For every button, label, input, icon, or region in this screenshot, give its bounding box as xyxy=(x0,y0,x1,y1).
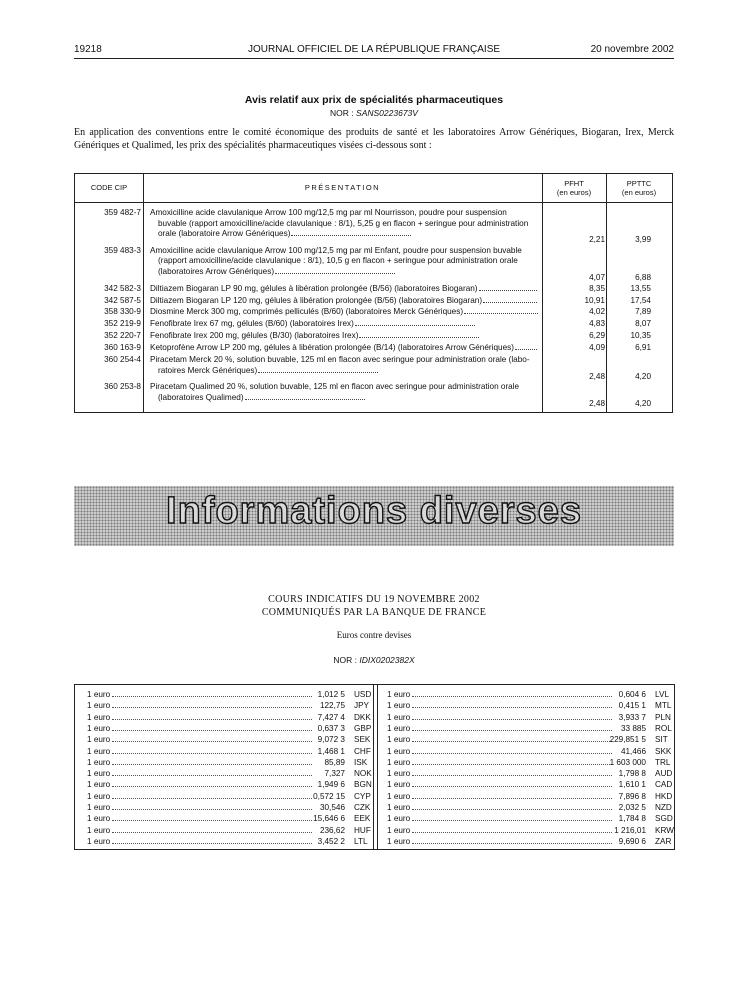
currency-code: TRL xyxy=(655,757,671,767)
leader-dots xyxy=(412,741,612,742)
cip-code: 352 220-7 xyxy=(104,331,141,341)
exchange-rate-row xyxy=(87,803,384,814)
presentation-line: Diltiazem Biogaran LP 90 mg, gélules à libération prolongée (B/56) (laboratoires Biogaran) xyxy=(150,283,478,293)
currency-code: JPY xyxy=(354,701,370,711)
cip-code: 352 219-9 xyxy=(104,319,141,329)
presentation-text xyxy=(150,296,538,307)
presentation-line: ratoires Merck Génériques) xyxy=(158,365,258,375)
rate-value: 7,896 8 xyxy=(618,791,646,801)
exchange-rate-row xyxy=(387,735,685,746)
currency-code: HKD xyxy=(655,791,673,801)
pfht-value: 10,91 xyxy=(584,295,605,305)
unit-label: 1 euro xyxy=(387,690,411,699)
exchange-rate-row xyxy=(87,747,384,758)
exchange-rate-row xyxy=(87,713,384,724)
presentation-text xyxy=(150,319,538,330)
presentation-line: Diosmine Merck 300 mg, comprimés pelliculés (B/60) (laboratoires Merck Génériques) xyxy=(150,307,464,317)
presentation-line: Fenofibrate Irex 67 mg, gélules (B/60) (laboratoires Irex) xyxy=(150,319,354,329)
rate-value: 1 603 000 xyxy=(609,757,646,767)
leader-dots xyxy=(412,798,612,799)
cours-title-line-2: COMMUNIQUÉS PAR LA BANQUE DE FRANCE xyxy=(261,607,487,618)
unit-label: 1 euro xyxy=(387,791,411,801)
unit-label: 1 euro xyxy=(387,814,411,824)
rate-value: 0,572 15 xyxy=(313,791,345,801)
header-presentation: PRÉSENTATION xyxy=(304,183,381,192)
currency-code: SEK xyxy=(354,735,371,745)
column-divider xyxy=(143,174,144,412)
currency-code: USD xyxy=(354,690,372,699)
exchange-rate-row xyxy=(387,826,685,837)
header-rule xyxy=(74,58,674,59)
leader-dots xyxy=(245,393,365,400)
presentation-line: Piracetam Merck 20 %, solution buvable, 125 ml en flacon avec seringue pour administration orale (labo- xyxy=(150,355,530,364)
pfht-value: 4,07 xyxy=(589,272,605,282)
presentation-text xyxy=(150,246,538,278)
currency-code: ROL xyxy=(655,723,672,733)
unit-label: 1 euro xyxy=(87,746,111,756)
leader-dots xyxy=(412,786,612,787)
leader-dots xyxy=(412,820,612,821)
currency-code: AUD xyxy=(655,769,673,779)
pfht-value: 4,83 xyxy=(589,319,605,329)
exchange-rate-row xyxy=(387,792,685,803)
unit-label: 1 euro xyxy=(87,803,111,812)
exchange-rate-row xyxy=(87,758,384,769)
rate-value: 7,427 4 xyxy=(317,712,345,722)
pfht-value: 2,48 xyxy=(589,371,605,381)
presentation-text xyxy=(150,343,538,354)
rate-value: 0,604 6 xyxy=(618,690,646,699)
rate-value: 1,610 1 xyxy=(618,780,646,790)
rate-value: 30,546 xyxy=(319,803,345,812)
exchange-rate-row xyxy=(87,735,384,746)
leader-dots xyxy=(112,775,312,776)
page-number: 19218 xyxy=(74,44,102,55)
leader-dots xyxy=(412,753,612,754)
cip-code: 359 482-7 xyxy=(104,208,141,217)
presentation-line: Fenofibrate Irex 200 mg, gélules (B/30) (laboratoires Irex) xyxy=(150,331,359,341)
currency-code: SKK xyxy=(655,746,672,756)
leader-dots xyxy=(112,764,312,765)
currency-code: NZD xyxy=(655,803,672,812)
unit-label: 1 euro xyxy=(87,723,111,733)
unit-label: 1 euro xyxy=(387,757,411,767)
ppttc-value: 17,54 xyxy=(630,295,651,305)
rate-value: 41,466 xyxy=(620,746,646,756)
leader-dots xyxy=(412,764,612,765)
presentation-line: Amoxicilline acide clavulanique Arrow 100 mg/12,5 mg par ml Nourrisson, poudre pour suspension xyxy=(150,208,507,217)
unit-label: 1 euro xyxy=(387,735,411,745)
currency-code: DKK xyxy=(354,712,371,722)
rate-value: 229,851 5 xyxy=(609,735,646,745)
exchange-rate-row xyxy=(87,837,384,848)
exchange-rate-row xyxy=(387,814,685,825)
leader-dots xyxy=(412,775,612,776)
header-pfht xyxy=(542,179,606,197)
exchange-rate-row xyxy=(87,826,384,837)
avis-nor-label: NOR : xyxy=(330,108,354,118)
currency-code: GBP xyxy=(354,723,372,733)
currency-code: LTL xyxy=(354,836,368,846)
header-code-cip: CODE CIP xyxy=(90,183,128,192)
unit-label: 1 euro xyxy=(87,690,111,699)
currency-code: NOK xyxy=(354,769,372,779)
presentation-text xyxy=(150,284,538,295)
unit-label: 1 euro xyxy=(387,769,411,779)
section-banner xyxy=(74,486,674,546)
journal-title: JOURNAL OFFICIEL DE LA RÉPUBLIQUE FRANÇAISE xyxy=(247,44,501,55)
cip-code: 342 587-5 xyxy=(104,295,141,305)
leader-dots xyxy=(112,832,312,833)
rate-value: 1 216,01 xyxy=(614,825,646,835)
exchange-rate-row xyxy=(387,724,685,735)
presentation-text xyxy=(150,355,538,376)
cip-code: 358 330-9 xyxy=(104,307,141,317)
cours-subtitle: Euros contre devises xyxy=(336,630,412,640)
rate-value: 122,75 xyxy=(319,701,345,711)
presentation-text xyxy=(150,331,538,342)
exchange-rate-row xyxy=(387,713,685,724)
leader-dots xyxy=(464,307,538,314)
leader-dots xyxy=(112,707,312,708)
leader-dots xyxy=(355,319,475,326)
unit-label: 1 euro xyxy=(387,780,411,790)
leader-dots xyxy=(479,284,538,291)
rate-value: 33 885 xyxy=(620,723,646,733)
rate-value: 1,012 5 xyxy=(317,690,345,699)
leader-dots xyxy=(412,719,612,720)
issue-date: 20 novembre 2002 xyxy=(590,44,674,55)
currency-code: PLN xyxy=(655,712,671,722)
unit-label: 1 euro xyxy=(387,803,411,812)
header-divider xyxy=(75,202,672,203)
unit-label: 1 euro xyxy=(387,701,411,711)
pfht-value: 6,29 xyxy=(589,331,605,341)
currency-code: MTL xyxy=(655,701,672,711)
presentation-line: Diltiazem Biogaran LP 120 mg, gélules à libération prolongée (B/56) (laboratoires Biogaran) xyxy=(150,295,483,305)
avis-title: Avis relatif aux prix de spécialités pharmaceutiques xyxy=(244,94,504,106)
leader-dots xyxy=(291,229,411,236)
exchange-rate-row xyxy=(387,701,685,712)
cip-code: 342 582-3 xyxy=(104,283,141,293)
ppttc-value: 4,20 xyxy=(635,398,651,408)
avis-nor-code: SANS0223673V xyxy=(356,108,418,118)
leader-dots xyxy=(112,741,312,742)
header-pfht-label: PFHT xyxy=(564,179,584,188)
ppttc-value: 6,91 xyxy=(635,343,651,353)
ppttc-value: 6,88 xyxy=(635,272,651,282)
rate-value: 1,468 1 xyxy=(317,746,345,756)
presentation-text xyxy=(150,382,538,403)
currency-code: ZAR xyxy=(655,836,672,846)
unit-label: 1 euro xyxy=(87,735,111,745)
exchange-rate-row xyxy=(387,690,685,701)
presentation-line: Piracetam Qualimed 20 %, solution buvable, 125 ml en flacon avec seringue pour administration orale xyxy=(150,382,520,392)
cip-code: 359 483-3 xyxy=(104,245,141,255)
currency-code: ISK xyxy=(354,757,368,767)
leader-dots xyxy=(412,730,612,731)
rate-value: 9,690 6 xyxy=(618,836,646,846)
leader-dots xyxy=(112,696,312,697)
leader-dots xyxy=(112,753,312,754)
exchange-rate-row xyxy=(387,758,685,769)
pfht-value: 2,48 xyxy=(589,398,605,408)
header-pfht-unit: (en euros) xyxy=(556,188,592,197)
unit-label: 1 euro xyxy=(387,825,411,835)
leader-dots xyxy=(112,730,312,731)
rate-value: 0,415 1 xyxy=(618,701,646,711)
leader-dots xyxy=(112,843,312,844)
pfht-value: 8,35 xyxy=(589,283,605,293)
exchange-rate-row xyxy=(87,792,384,803)
rate-value: 2,032 5 xyxy=(618,803,646,812)
cours-nor-label: NOR : xyxy=(333,655,357,665)
currency-code: LVL xyxy=(655,690,669,699)
rate-value: 0,637 3 xyxy=(317,723,345,733)
leader-dots xyxy=(275,267,395,274)
leader-dots xyxy=(112,798,312,799)
avis-nor xyxy=(74,108,674,118)
leader-dots xyxy=(112,809,312,810)
rate-value: 15,646 6 xyxy=(313,814,345,824)
exchange-rate-row xyxy=(387,769,685,780)
ppttc-value: 4,20 xyxy=(635,371,651,381)
presentation-line: buvable (rapport amoxicilline/acide clavulanique : 8/1), 5,25 g en flacon + seringue pour administration xyxy=(158,218,529,228)
rate-value: 3,933 7 xyxy=(618,712,646,722)
leader-dots xyxy=(412,809,612,810)
ppttc-value: 8,07 xyxy=(635,319,651,329)
currency-code: KRW xyxy=(655,825,674,835)
price-table xyxy=(74,173,673,413)
presentation-line: (rapport amoxicilline/acide clavulanique : 8/1), 10,5 g en flacon + seringue pour administration orale xyxy=(158,256,518,266)
cip-code: 360 254-4 xyxy=(104,355,141,364)
presentation-line: (laboratoires Arrow Génériques) xyxy=(158,266,275,276)
rate-value: 3,452 2 xyxy=(317,836,345,846)
currency-code: CHF xyxy=(354,746,371,756)
leader-dots xyxy=(258,366,378,373)
unit-label: 1 euro xyxy=(87,757,111,767)
leader-dots xyxy=(359,331,479,338)
ppttc-value: 10,35 xyxy=(630,331,651,341)
exchange-rate-row xyxy=(87,724,384,735)
header-ppttc-unit: (en euros) xyxy=(621,188,657,197)
exchange-rate-row xyxy=(87,769,384,780)
unit-label: 1 euro xyxy=(387,712,411,722)
presentation-line: Ketoprofène Arrow LP 200 mg, gélules à libération prolongée (B/14) (laboratoires Arrow Génériques) xyxy=(150,343,514,353)
rate-value: 85,89 xyxy=(324,757,345,767)
currency-code: EEK xyxy=(354,814,371,824)
currency-code: BGN xyxy=(354,780,372,790)
rate-value: 1,784 8 xyxy=(618,814,646,824)
leader-dots xyxy=(483,296,538,303)
cip-code: 360 253-8 xyxy=(104,382,141,392)
exchange-rate-table xyxy=(74,684,675,850)
presentation-line: (laboratoires Qualimed) xyxy=(158,392,244,402)
avis-paragraph: En application des conventions entre le comité économique des produits de santé et les laboratoires Arrow Génériques, Biogaran, Irex, Merck Génériques et Qualimed, les prix des spécialités pharmaceutiques visées ci-dessous sont : xyxy=(74,127,674,151)
leader-dots xyxy=(412,707,612,708)
rate-value: 1,949 6 xyxy=(317,780,345,790)
currency-code: CAD xyxy=(655,780,673,790)
rate-value: 9,072 3 xyxy=(317,735,345,745)
unit-label: 1 euro xyxy=(87,825,111,835)
leader-dots xyxy=(412,696,612,697)
presentation-text xyxy=(150,208,538,240)
exchange-rate-row xyxy=(87,814,384,825)
cours-nor xyxy=(74,655,674,665)
currency-code: SGD xyxy=(655,814,673,824)
rate-value: 1,798 8 xyxy=(618,769,646,779)
rate-value: 236,62 xyxy=(319,825,345,835)
unit-label: 1 euro xyxy=(87,701,111,711)
unit-label: 1 euro xyxy=(87,712,111,722)
leader-dots xyxy=(112,719,312,720)
pfht-value: 2,21 xyxy=(589,235,605,245)
pfht-value: 4,09 xyxy=(589,343,605,353)
unit-label: 1 euro xyxy=(387,723,411,733)
presentation-line: orale (laboratoire Arrow Génériques) xyxy=(158,229,291,239)
header-ppttc xyxy=(606,179,672,197)
leader-dots xyxy=(112,820,312,821)
exchange-rate-row xyxy=(387,780,685,791)
currency-code: CYP xyxy=(354,791,371,801)
leader-dots xyxy=(112,786,312,787)
ppttc-value: 7,89 xyxy=(635,307,651,317)
exchange-rate-row xyxy=(87,690,384,701)
cip-code: 360 163-9 xyxy=(104,343,141,353)
currency-code: SIT xyxy=(655,735,668,745)
column-divider xyxy=(606,174,607,412)
exchange-rate-row xyxy=(387,837,685,848)
exchange-rate-row xyxy=(87,780,384,791)
banner-title: Informations diverses xyxy=(166,490,582,532)
leader-dots xyxy=(515,343,538,350)
unit-label: 1 euro xyxy=(87,836,111,846)
unit-label: 1 euro xyxy=(87,780,111,790)
unit-label: 1 euro xyxy=(87,769,111,779)
cours-title-line-1: COURS INDICATIFS DU 19 NOVEMBRE 2002 xyxy=(268,594,480,605)
header-ppttc-label: PPTTC xyxy=(626,179,652,188)
presentation-line: Amoxicilline acide clavulanique Arrow 100 mg/12,5 mg par ml Enfant, poudre pour suspension buvable xyxy=(150,245,522,255)
unit-label: 1 euro xyxy=(387,746,411,756)
column-divider xyxy=(542,174,543,412)
cours-nor-code: IDIX0202382X xyxy=(359,655,415,665)
presentation-text xyxy=(150,307,538,318)
ppttc-value: 3,99 xyxy=(635,235,651,245)
currency-code: HUF xyxy=(354,825,371,835)
leader-dots xyxy=(412,843,612,844)
exchange-rate-row xyxy=(387,803,685,814)
pfht-value: 4,02 xyxy=(589,307,605,317)
unit-label: 1 euro xyxy=(387,836,411,846)
exchange-rate-row xyxy=(87,701,384,712)
currency-code: CZK xyxy=(354,803,371,812)
unit-label: 1 euro xyxy=(87,814,111,824)
leader-dots xyxy=(412,832,612,833)
unit-label: 1 euro xyxy=(87,791,111,801)
exchange-rate-row xyxy=(387,747,685,758)
ppttc-value: 13,55 xyxy=(630,283,651,293)
rate-value: 7,327 xyxy=(324,769,345,779)
